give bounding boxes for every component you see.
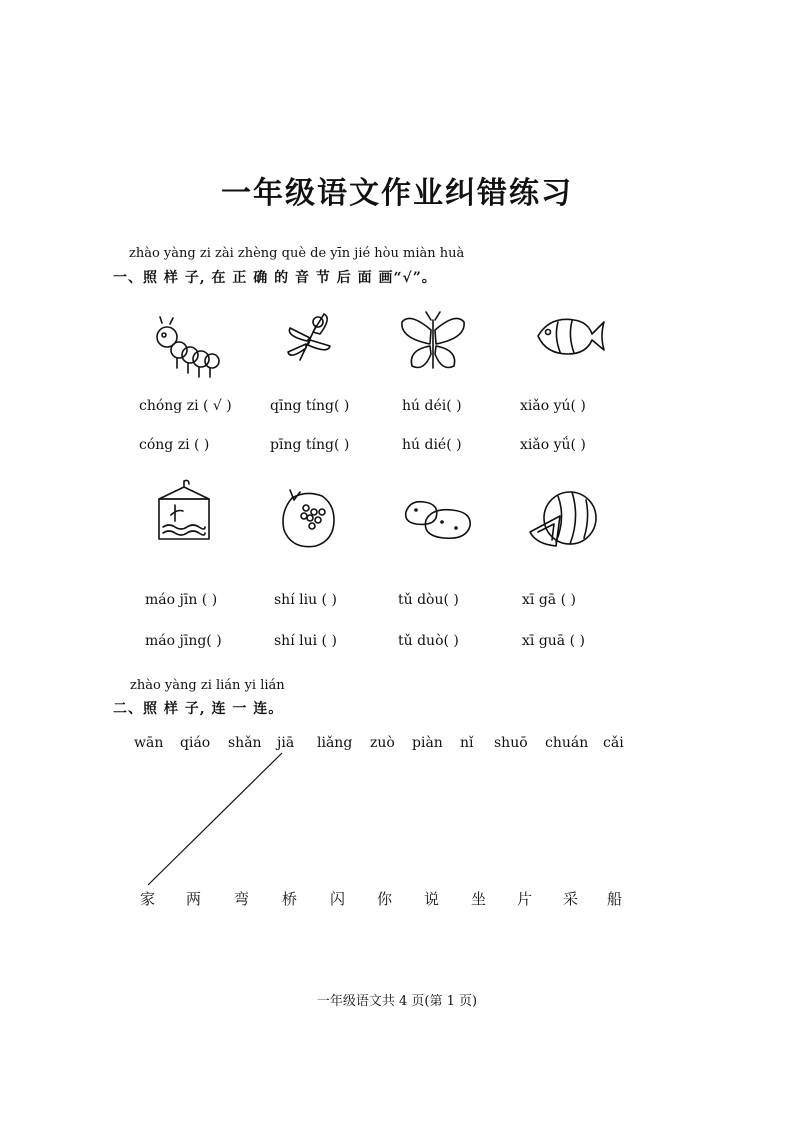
character-item[interactable]: 弯 [234,890,250,908]
option-tu-dou[interactable]: tǔ dòu( ) [398,592,459,608]
option-cong-zi[interactable]: cóng zi ( ) [139,437,210,453]
syllable-item[interactable]: qiáo [180,735,211,751]
page-footer: 一年级语文共 4 页(第 1 页) [316,994,478,1009]
option-tu-duo[interactable]: tǔ duò( ) [398,633,459,649]
option-chong-zi[interactable]: chóng zi ( √ ) [139,398,232,414]
character-item[interactable]: 你 [377,890,393,908]
character-item[interactable]: 采 [563,890,579,908]
option-hu-dei[interactable]: hú déi( ) [402,398,462,414]
syllable-item[interactable]: zuò [370,735,395,751]
option-mao-jin[interactable]: máo jīn ( ) [145,592,218,608]
option-shi-lui[interactable]: shí lui ( ) [274,633,337,649]
syllable-item[interactable]: chuán [545,735,589,751]
option-xi-gua[interactable]: xī guā ( ) [522,633,585,649]
syllable-item[interactable]: cǎi [603,735,624,751]
q1-pinyin: zhào yàng zi zài zhèng què de yīn jié hòu miàn huà [129,246,465,261]
option-hu-die[interactable]: hú dié( ) [402,437,462,453]
q2-pinyin: zhào yàng zi lián yi lián [130,678,285,693]
option-ping-ting[interactable]: pīng tíng( ) [270,437,350,453]
q2-instruction: 二、照 样 子, 连 一 连。 [113,701,284,717]
syllable-item[interactable]: liǎng [317,735,353,751]
character-item[interactable]: 桥 [282,890,298,908]
syllable-item[interactable]: shǎn [228,735,262,751]
option-qing-ting[interactable]: qīng tíng( ) [270,398,350,414]
q1-instruction: 一、照 样 子, 在 正 确 的 音 节 后 面 画“√”。 [113,270,437,286]
syllable-item[interactable]: piàn [412,735,443,751]
syllable-item[interactable]: jiā [277,735,295,751]
syllable-item[interactable]: nǐ [460,735,474,751]
character-item[interactable]: 两 [186,890,202,908]
character-item[interactable]: 片 [517,890,533,908]
option-xiao-yu[interactable]: xiǎo yú( ) [520,398,586,414]
character-item[interactable]: 家 [140,890,156,908]
syllable-item[interactable]: wān [134,735,164,751]
character-item[interactable]: 说 [424,890,440,908]
option-shi-liu[interactable]: shí liu ( ) [274,592,337,608]
page-title: 一年级语文作业纠错练习 [221,176,573,211]
syllable-item[interactable]: shuō [494,735,528,751]
character-item[interactable]: 坐 [471,890,487,908]
character-item[interactable]: 闪 [330,890,346,908]
option-xi-ga[interactable]: xī gā ( ) [522,592,576,608]
option-xiao-yu2[interactable]: xiǎo yǘ( ) [520,437,586,453]
option-mao-jing[interactable]: máo jīng( ) [145,633,222,649]
character-item[interactable]: 船 [607,890,623,908]
